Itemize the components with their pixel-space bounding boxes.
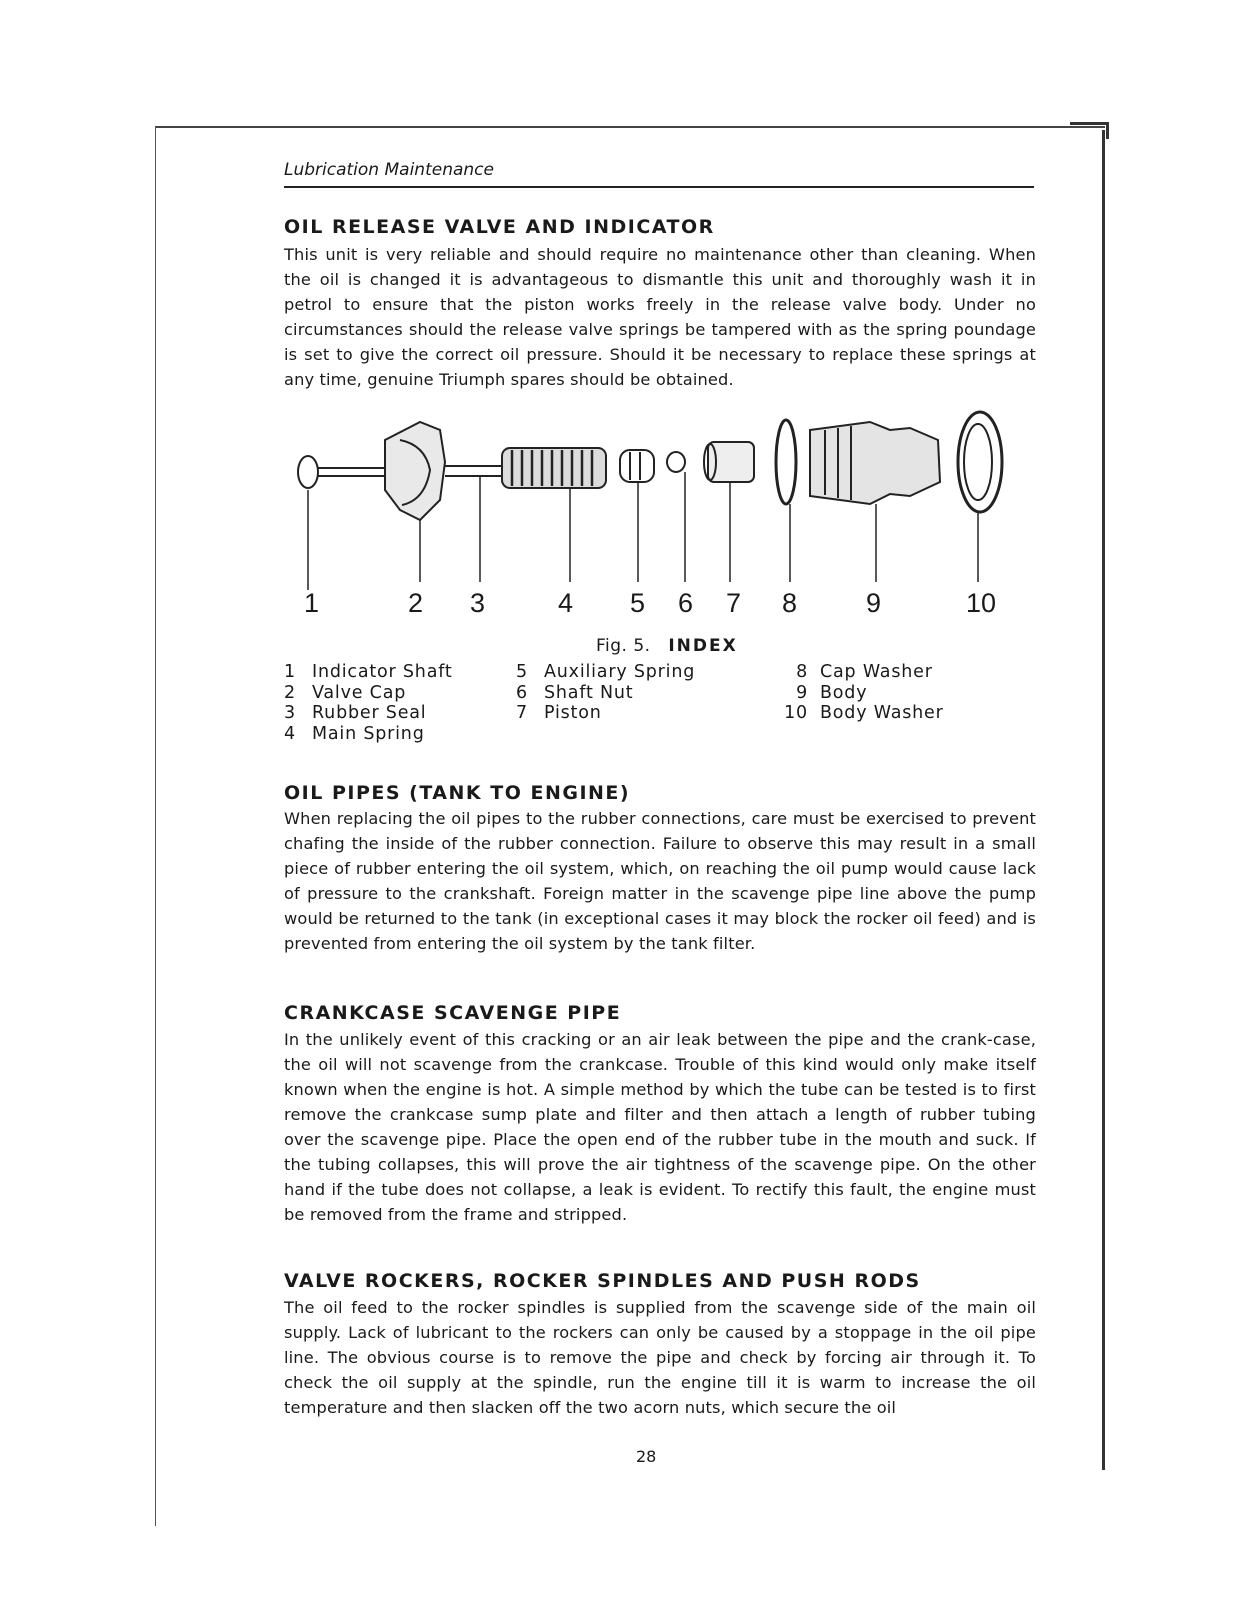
cap-washer-shape <box>776 420 796 504</box>
legend-number: 6 <box>516 682 528 703</box>
legend-label: Shaft Nut <box>544 682 634 703</box>
legend-number: 8 <box>796 662 808 682</box>
part-number-2: 2 <box>408 588 424 618</box>
section-body-valve-rockers: The oil feed to the rocker spindles is supplied from the scavenge side of the main oil supply. Lack of lubricant to the rockers can only be caused by a stoppage in the oil pipe line. The obvious course is to remove the pipe and check by forcing air through it. To check the oil supply at the spindle, run the engine till it is warm to increase the oil temperature and then slacken off the two acorn nuts, which secure the oil <box>284 1298 1036 1417</box>
legend-column-1 <box>284 662 453 744</box>
main-spring-shape <box>502 448 606 488</box>
scan-corner <box>1070 122 1109 139</box>
section-title-oil-release-valve: OIL RELEASE VALVE AND INDICATOR <box>284 216 715 238</box>
section-body-oil-release-valve: This unit is very reliable and should require no maintenance other than cleaning. When the oil is changed it is advantageous to dismantle this unit and thoroughly wash it in petrol to ensure that the piston works freely in the release valve body. Under no circumstances should the release valve springs be tampered with as the spring poundage is set to give the correct oil pressure. Should it be necessary to replace these springs at any time, genuine Triumph spares should be obtained. <box>284 245 1036 389</box>
legend-item <box>768 662 944 683</box>
exploded-valve-diagram <box>290 400 1020 590</box>
legend-label: Body Washer <box>820 703 944 723</box>
figure-caption-title: INDEX <box>668 636 738 656</box>
valve-cap-shape <box>385 422 445 520</box>
legend-number: 4 <box>284 723 296 744</box>
part-number-3: 3 <box>470 588 486 618</box>
legend-number: 9 <box>796 682 808 703</box>
legend-label: Body <box>820 682 868 703</box>
legend-label: Rubber Seal <box>312 703 427 723</box>
legend-item <box>284 683 453 704</box>
legend-item <box>284 724 453 745</box>
legend-number: 5 <box>516 662 528 682</box>
legend-item <box>284 703 453 724</box>
section-title-crankcase-scavenge-pipe: CRANKCASE SCAVENGE PIPE <box>284 1002 622 1024</box>
part-number-8: 8 <box>782 588 798 618</box>
part-number-4: 4 <box>558 588 574 618</box>
legend-label: Piston <box>544 703 602 723</box>
scan-border-top <box>155 126 1105 128</box>
legend-column-2 <box>516 662 695 724</box>
auxiliary-spring-shape <box>620 450 654 482</box>
legend-item <box>516 703 695 724</box>
legend-item <box>768 703 944 724</box>
legend-label: Main Spring <box>312 723 425 744</box>
part-number-6: 6 <box>678 588 694 618</box>
legend-number: 3 <box>284 703 296 723</box>
figure-caption-prefix: Fig. 5. <box>596 636 651 656</box>
legend-label: Valve Cap <box>312 682 407 703</box>
body-shape <box>810 422 940 504</box>
page-number: 28 <box>636 1447 657 1466</box>
indicator-shaft-head <box>298 456 318 488</box>
legend-item <box>516 662 695 683</box>
legend-number: 7 <box>516 703 528 723</box>
scan-border-left <box>155 126 156 1526</box>
legend-number: 1 <box>284 662 296 682</box>
legend-label: Indicator Shaft <box>312 662 453 682</box>
part-number-5: 5 <box>630 588 646 618</box>
legend-number: 2 <box>284 682 296 703</box>
legend-column-3 <box>768 662 944 724</box>
piston-shape <box>708 442 754 482</box>
scan-border-right <box>1102 130 1105 1470</box>
legend-number: 10 <box>784 703 808 723</box>
figure-caption <box>596 636 738 656</box>
section-title-valve-rockers: VALVE ROCKERS, ROCKER SPINDLES AND PUSH RODS <box>284 1270 921 1292</box>
part-number-9: 9 <box>866 588 882 618</box>
part-number-1: 1 <box>304 588 320 618</box>
legend-label: Cap Washer <box>820 662 933 682</box>
part-number-10: 10 <box>966 588 997 618</box>
legend-item <box>768 683 944 704</box>
section-title-oil-pipes: OIL PIPES (TANK TO ENGINE) <box>284 782 631 804</box>
legend-item <box>284 662 453 683</box>
legend-label: Auxiliary Spring <box>544 662 696 682</box>
running-header: Lubrication Maintenance <box>284 160 1034 188</box>
section-body-oil-pipes: When replacing the oil pipes to the rubber connections, care must be exercised to prevent chafing the inside of the rubber connection. Failure to observe this may result in a small piece of rubber entering the oil system, which, on reaching the oil pump would cause lack of pressure to the crankshaft. Foreign matter in the scavenge pipe line above the pump would be returned to the tank (in exceptional cases it may block the rocker oil feed) and is prevented from entering the oil system by the tank filter. <box>284 809 1036 953</box>
part-number-7: 7 <box>726 588 742 618</box>
shaft-nut-shape <box>667 452 685 472</box>
figure-part-numbers <box>0 588 1254 622</box>
legend-item <box>516 683 695 704</box>
section-body-crankcase-scavenge-pipe: In the unlikely event of this cracking or an air leak between the pipe and the crank-case, the oil will not scavenge from the crankcase. Trouble of this kind would only make itself known when the engine is hot. A simple method by which the tube can be tested is to first remove the crankcase sump plate and filter and then attach a length of rubber tubing over the scavenge pipe. Place the open end of the rubber tube in the mouth and suck. If the tubing collapses, this will prove the air tightness of the scavenge pipe. On the other hand if the tube does not collapse, a leak is evident. To rectify this fault, the engine must be removed from the frame and stripped. <box>284 1030 1036 1224</box>
